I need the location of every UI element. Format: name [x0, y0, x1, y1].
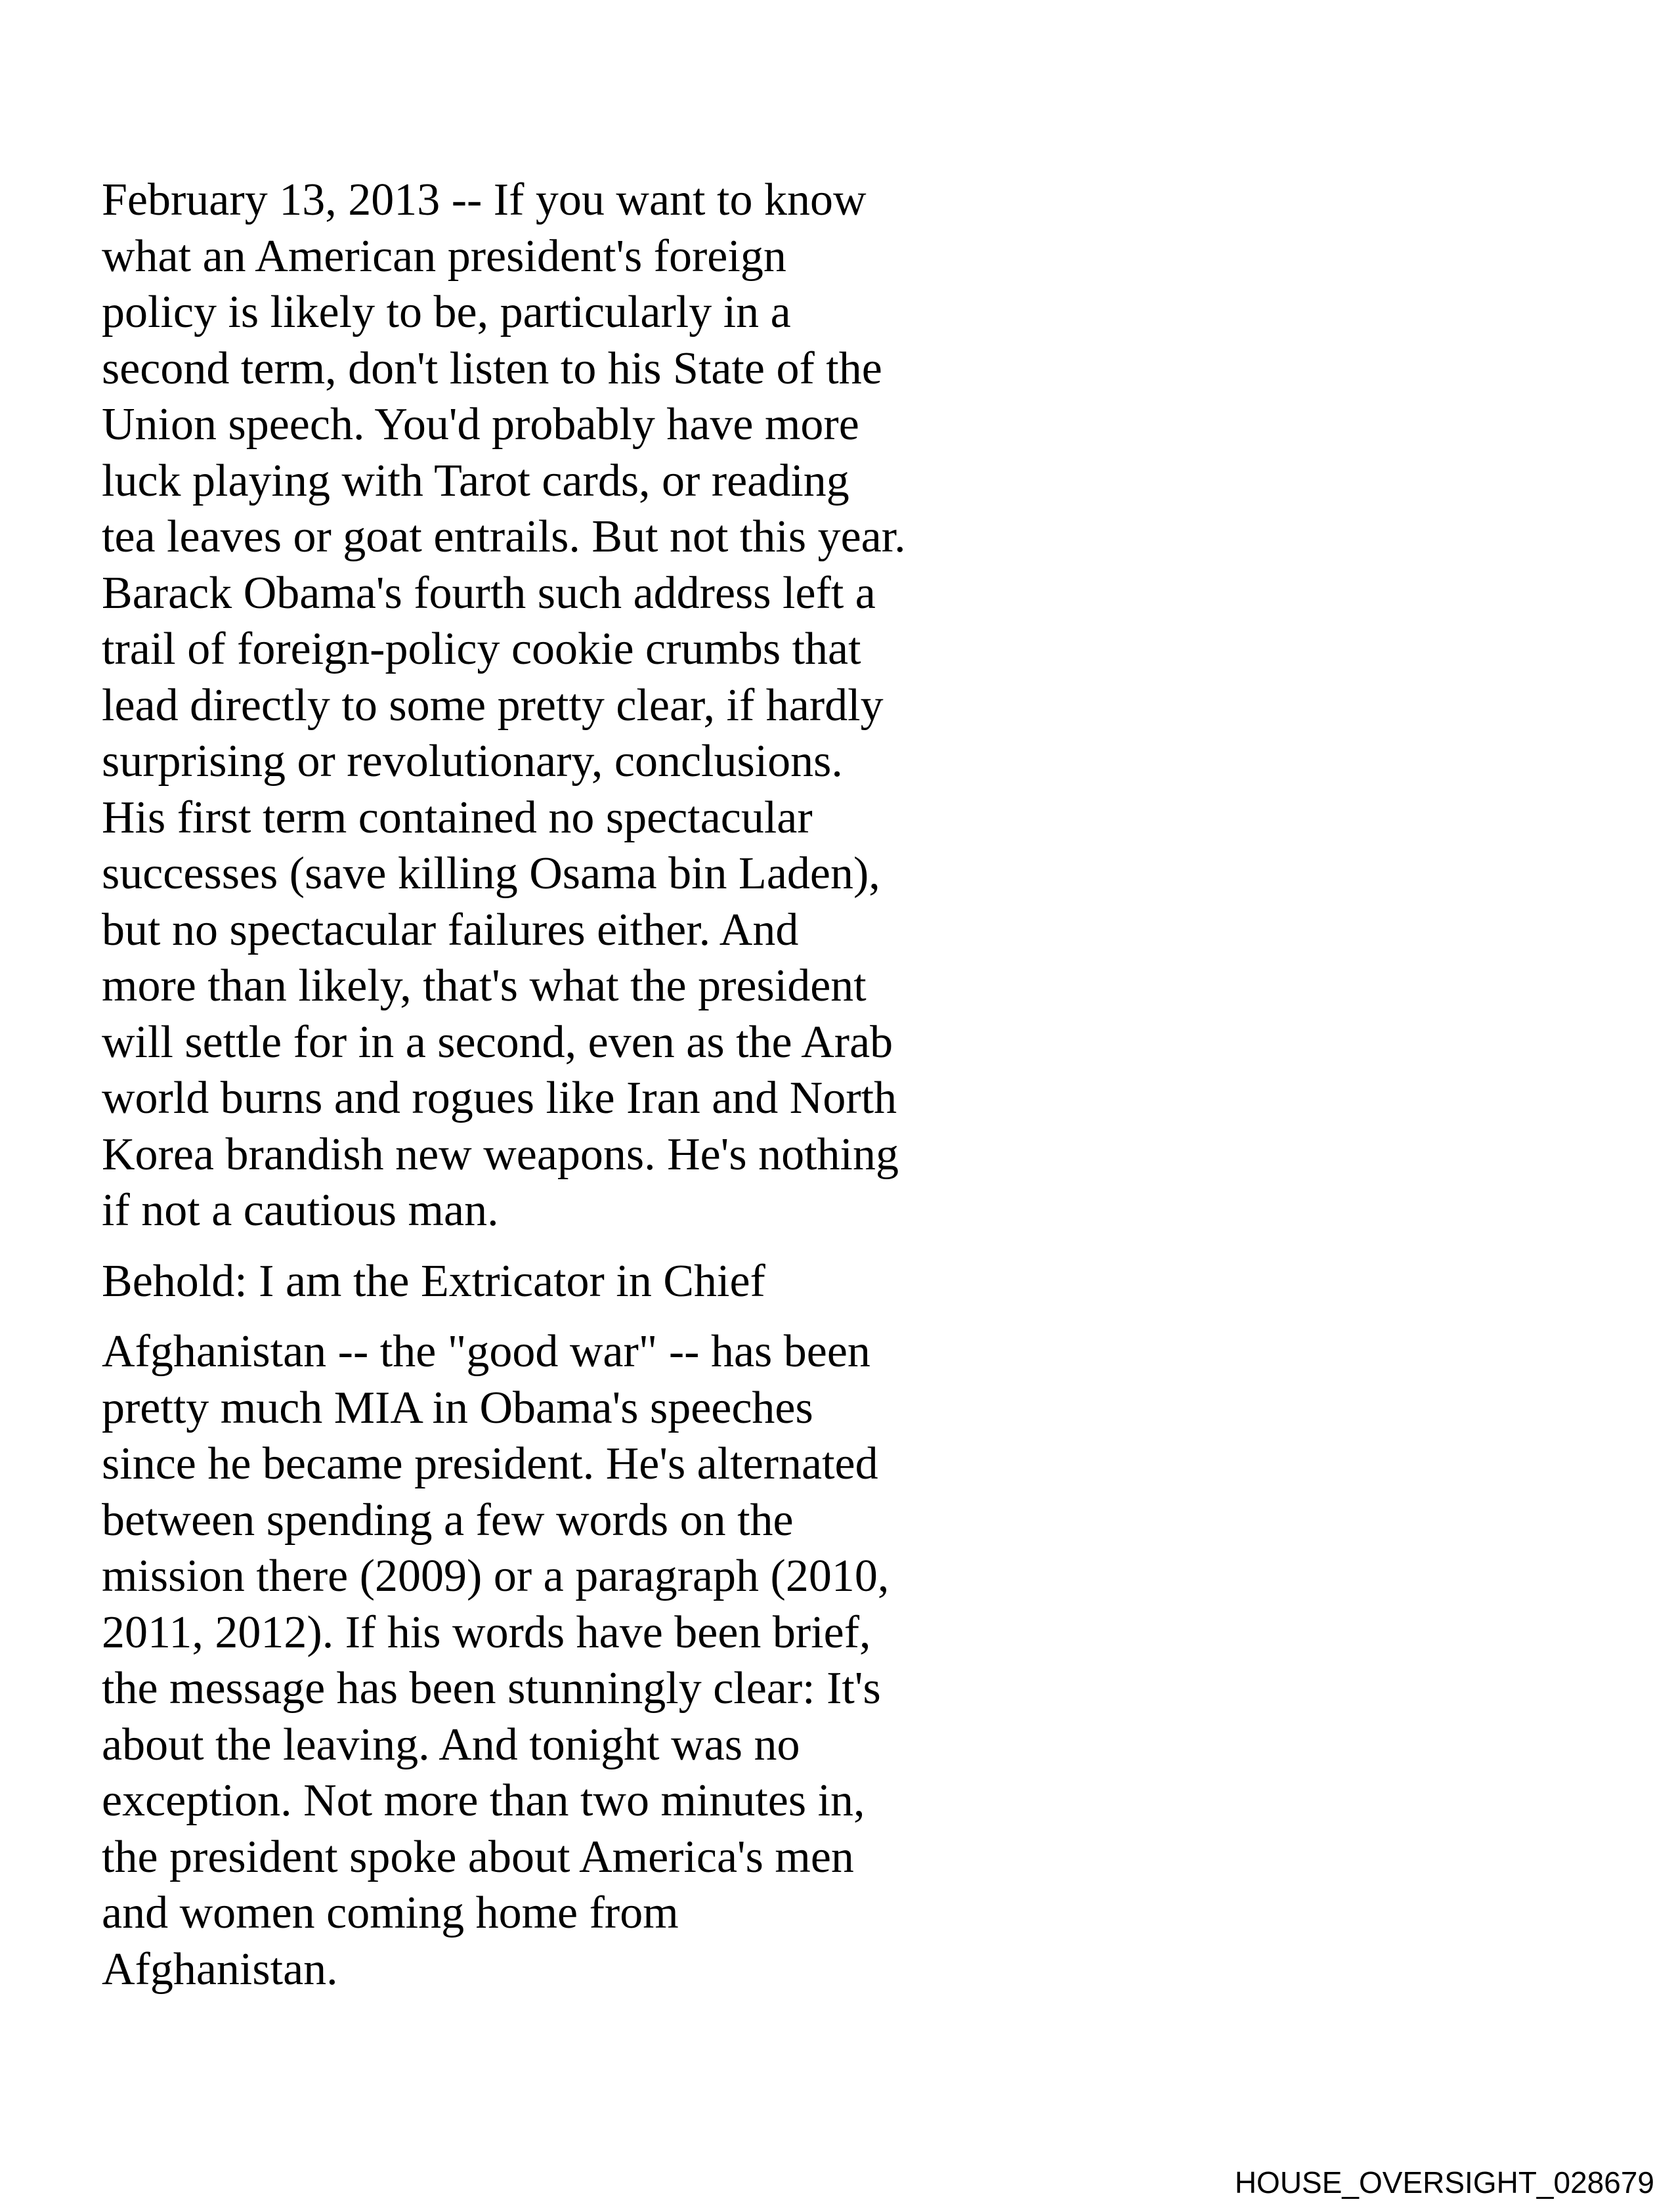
text-line: Union speech. You'd probably have more	[102, 399, 859, 450]
text-line: about the leaving. And tonight was no	[102, 1719, 800, 1770]
text-line: mission there (2009) or a paragraph (2010,	[102, 1551, 890, 1601]
text-line: 2011, 2012). If his words have been brief,	[102, 1607, 871, 1658]
text-line: Afghanistan -- the "good war" -- has been	[102, 1326, 870, 1377]
text-line: His first term contained no spectacular	[102, 792, 813, 843]
text-line: and women coming home from	[102, 1888, 679, 1938]
text-line: since he became president. He's alternated	[102, 1439, 878, 1489]
text-line: lead directly to some pretty clear, if hardly	[102, 680, 884, 731]
paragraph-intro	[102, 172, 1021, 1239]
text-line: if not a cautious man.	[102, 1185, 499, 1236]
text-line: between spending a few words on the	[102, 1494, 794, 1546]
text-line: Barack Obama's fourth such address left a	[102, 567, 876, 618]
text-line: more than likely, that's what the president	[102, 961, 867, 1011]
text-line: policy is likely to be, particularly in a	[102, 287, 791, 337]
text-line: Afghanistan.	[102, 1943, 338, 1995]
text-line: Korea brandish new weapons. He's nothing	[102, 1129, 899, 1180]
text-line: successes (save killing Osama bin Laden),	[102, 848, 880, 899]
text-line: luck playing with Tarot cards, or reading	[102, 455, 849, 506]
text-line: the message has been stunningly clear: It's	[102, 1663, 881, 1714]
text-line: second term, don't listen to his State of the	[102, 343, 882, 394]
text-line: what an American president's foreign	[102, 230, 786, 282]
bates-number: HOUSE_OVERSIGHT_028679	[1234, 2165, 1654, 2200]
text-line: tea leaves or goat entrails. But not this year.	[102, 511, 906, 562]
text-line: February 13, 2013 -- If you want to know	[102, 175, 867, 225]
text-line: will settle for in a second, even as the Arab	[102, 1016, 893, 1068]
text-line: trail of foreign-policy cookie crumbs that	[102, 624, 861, 674]
paragraph-afghanistan	[102, 1324, 1021, 1997]
text-line: surprising or revolutionary, conclusions.	[102, 736, 843, 787]
text-line: exception. Not more than two minutes in,	[102, 1775, 865, 1826]
text-line: pretty much MIA in Obama's speeches	[102, 1382, 813, 1433]
text-line: but no spectacular failures either. And	[102, 904, 799, 955]
text-line: world burns and rogues like Iran and North	[102, 1073, 897, 1123]
section-heading: Behold: I am the Extricator in Chief	[102, 1255, 765, 1307]
document-body	[102, 172, 1021, 2012]
text-line: the president spoke about America's men	[102, 1831, 854, 1882]
